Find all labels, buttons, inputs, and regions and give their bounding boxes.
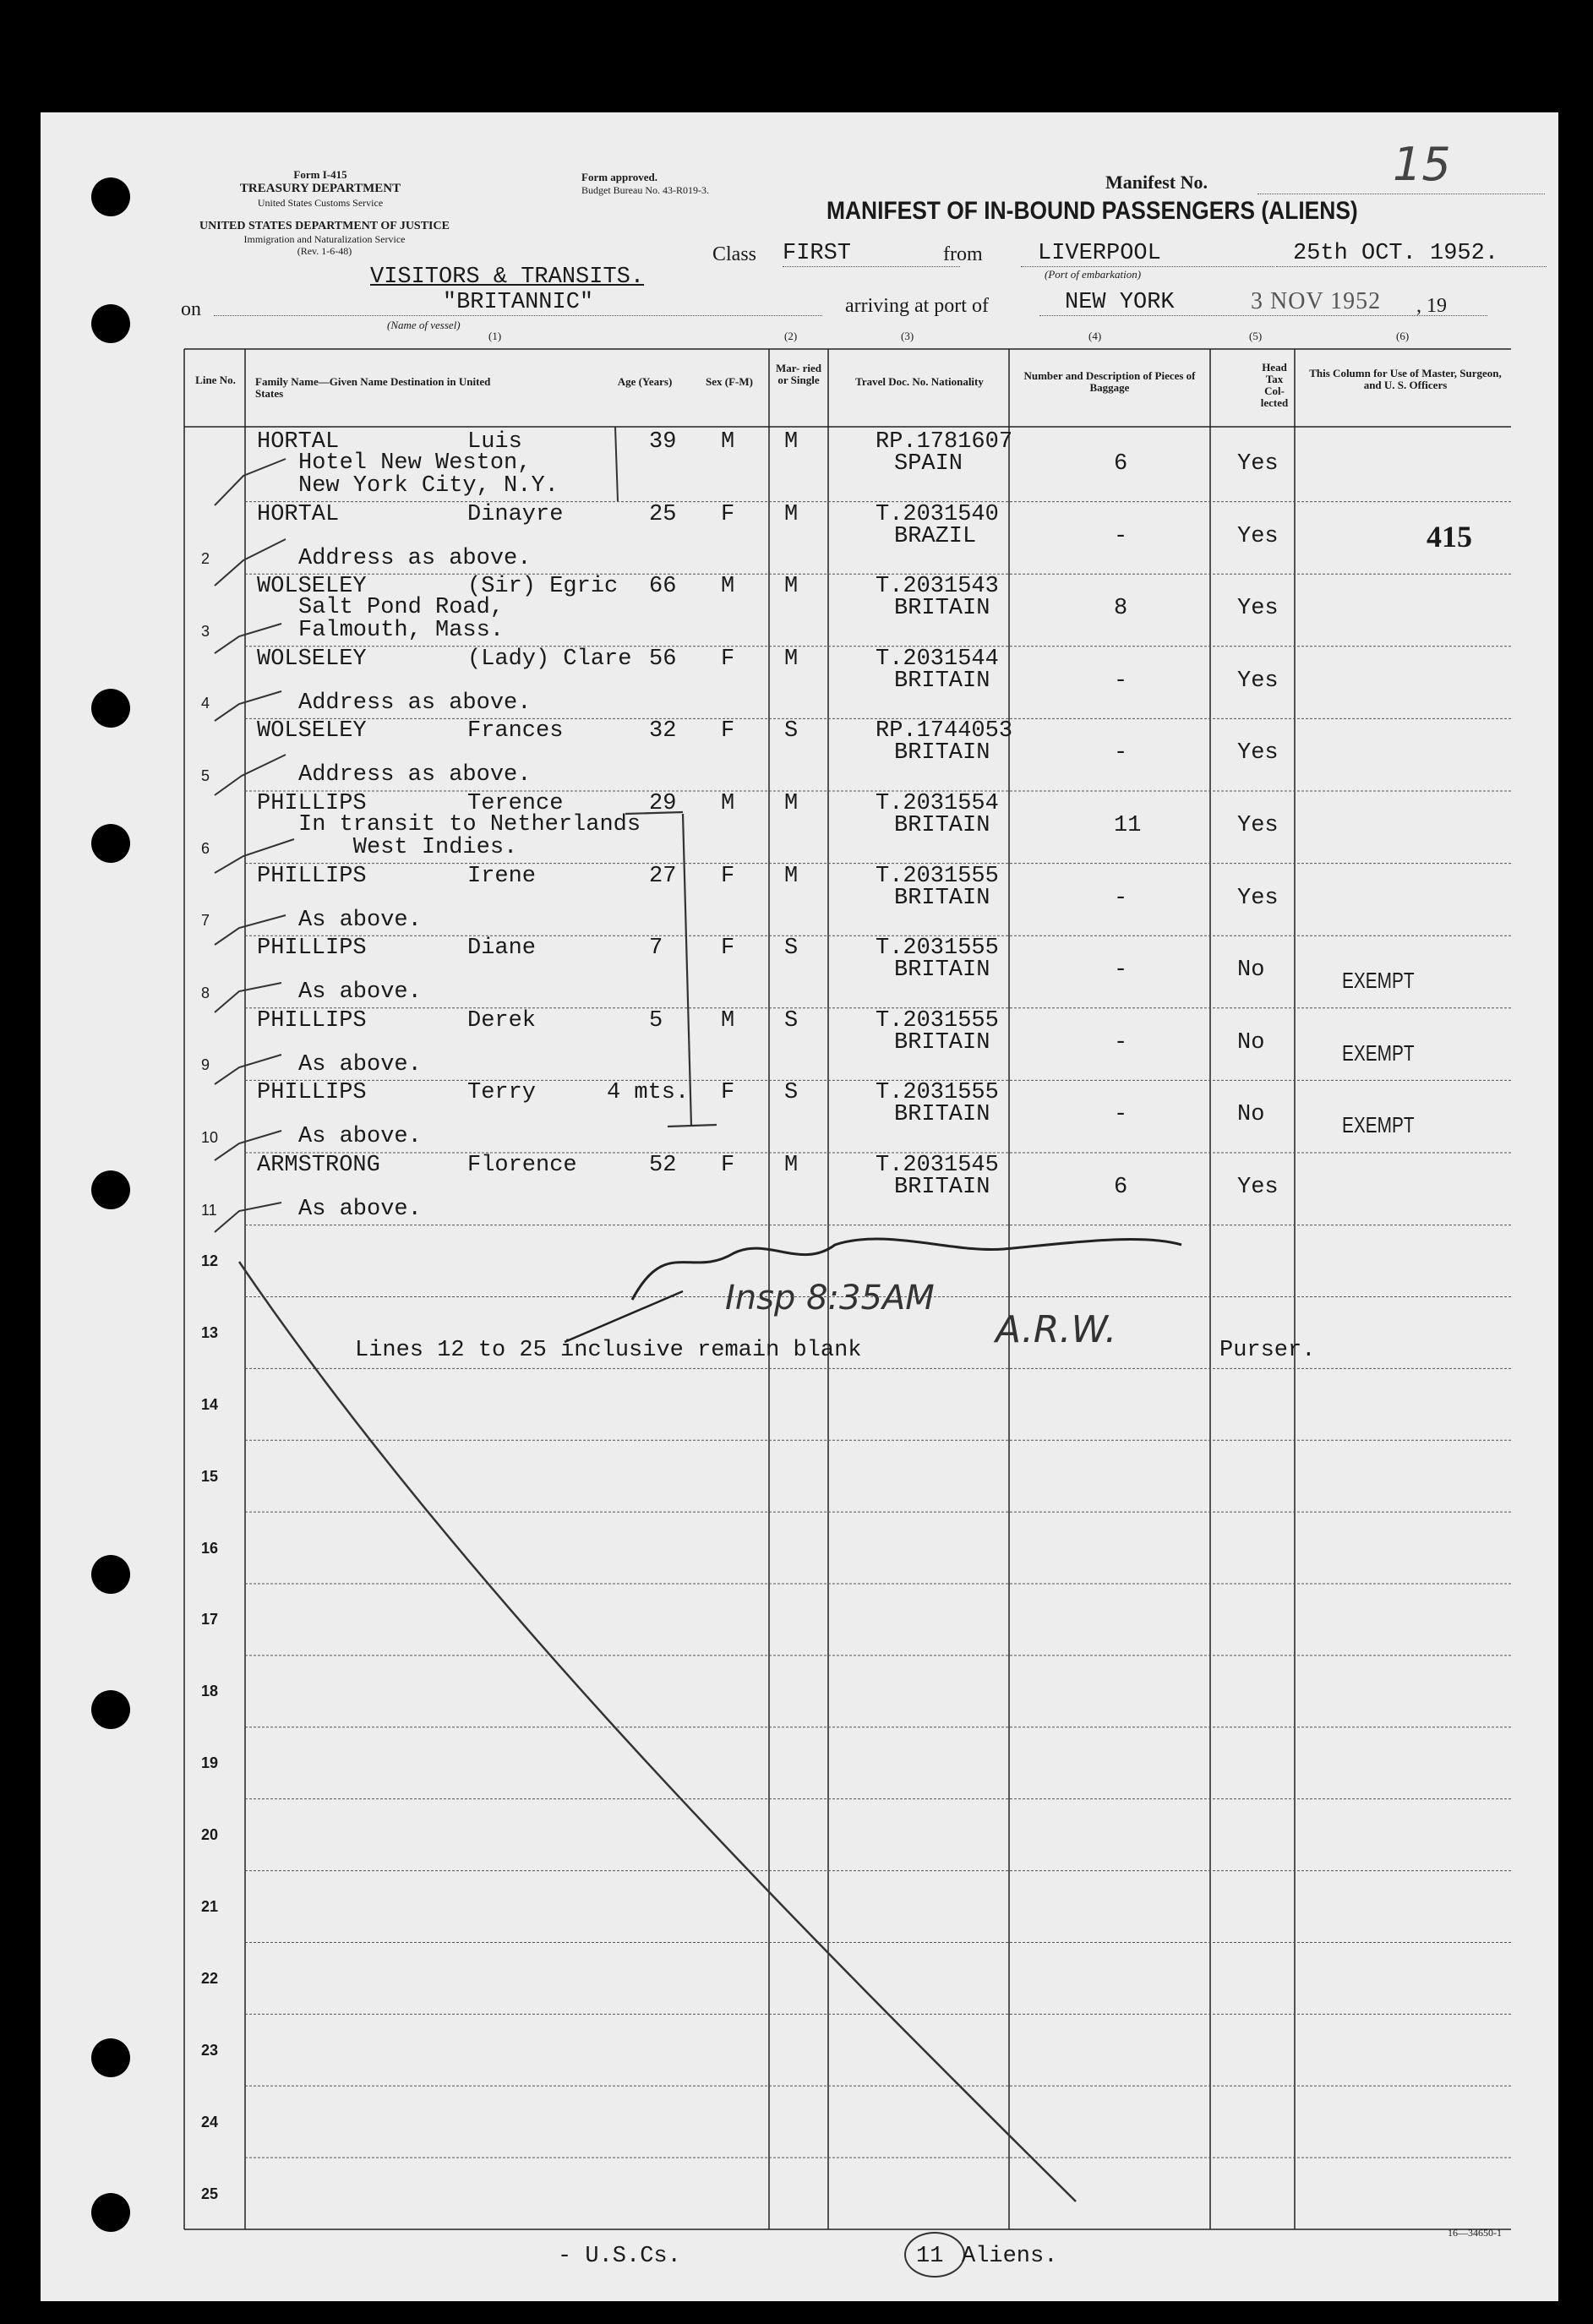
table-row xyxy=(41,429,1558,502)
family-name: WOLSELEY xyxy=(257,646,367,672)
given-name: Dinayre xyxy=(467,501,564,527)
line-number: 3 xyxy=(201,622,210,640)
baggage-count: - xyxy=(1114,1029,1128,1056)
family-name: HORTAL xyxy=(257,429,340,455)
destination-line-1: In transit to Netherlands xyxy=(298,812,641,837)
destination-line-2: Address as above. xyxy=(298,545,532,571)
arriving-label: arriving at port of xyxy=(845,295,989,317)
line-number: 7 xyxy=(201,912,210,930)
baggage-count: - xyxy=(1114,1102,1128,1128)
destination-line-2: Address as above. xyxy=(298,690,532,716)
age: 66 xyxy=(649,574,677,600)
col-num-4: (4) xyxy=(1088,330,1102,342)
baggage-count: - xyxy=(1114,668,1128,694)
destination-line-2: As above. xyxy=(298,1197,422,1222)
age: 4 mts. xyxy=(607,1080,690,1106)
nationality: BRITAIN xyxy=(894,813,990,838)
marital-status: M xyxy=(784,501,799,527)
given-name: Diane xyxy=(467,936,537,962)
col-num-6: (6) xyxy=(1396,330,1410,342)
nationality: BRITAIN xyxy=(894,885,990,911)
form-number: Form I-415 xyxy=(293,168,347,181)
destination-line-2: As above. xyxy=(298,1051,422,1077)
blank-line-number: 13 xyxy=(201,1323,219,1341)
blank-line-number: 24 xyxy=(201,2113,219,2130)
head-tax-status: No xyxy=(1237,1029,1265,1056)
class-value: FIRST xyxy=(783,241,960,267)
travel-doc-number: T.2031555 xyxy=(876,1080,999,1106)
marital-status: M xyxy=(784,863,799,889)
family-name: PHILLIPS xyxy=(257,1007,367,1034)
line-number: 2 xyxy=(201,550,210,568)
officer-note-exempt: EXEMPT xyxy=(1342,968,1415,994)
marital-status: S xyxy=(784,1080,799,1106)
punch-hole xyxy=(91,1170,130,1209)
line-number: 10 xyxy=(201,1128,219,1146)
table-row xyxy=(41,718,1558,791)
col-num-2: (2) xyxy=(784,330,798,342)
travel-doc-number: T.2031540 xyxy=(876,501,999,527)
table-row xyxy=(41,936,1558,1008)
sex: M xyxy=(721,1007,735,1034)
age: 56 xyxy=(649,646,677,672)
age: 39 xyxy=(649,429,677,455)
punch-hole xyxy=(91,1690,130,1729)
treasury-dept: TREASURY DEPARTMENT xyxy=(239,182,401,195)
footer-uscs: - U.S.Cs. xyxy=(558,2244,681,2269)
year-suffix: , 19 xyxy=(1416,295,1447,317)
aliens-count: 11 xyxy=(916,2244,944,2269)
head-tax-status: Yes xyxy=(1237,813,1279,838)
blank-line-number: 12 xyxy=(201,1252,219,1270)
blank-line-number: 18 xyxy=(201,1683,219,1700)
blank-line-number: 21 xyxy=(201,1898,219,1915)
family-name: PHILLIPS xyxy=(257,1080,367,1106)
blank-line-number: 14 xyxy=(201,1395,219,1413)
baggage-count: - xyxy=(1114,523,1128,549)
line-number: 11 xyxy=(201,1201,217,1219)
purser-label: Purser. xyxy=(1219,1338,1316,1363)
given-name: Terence xyxy=(467,791,564,816)
baggage-count: 11 xyxy=(1114,813,1142,838)
col-num-1: (1) xyxy=(488,330,502,342)
nationality: BRITAIN xyxy=(894,957,990,984)
col-num-3: (3) xyxy=(901,330,914,342)
blank-line-number: 17 xyxy=(201,1611,219,1628)
col-header-name: Family Name—Given Name Destination in United States xyxy=(255,375,491,400)
travel-doc-number: T.2031544 xyxy=(876,646,999,672)
manifest-page xyxy=(41,112,1558,2301)
col-header-line-no: Line No. xyxy=(195,374,236,386)
print-code: 16—34650-1 xyxy=(1448,2227,1502,2239)
destination-line-2: New York City, N.Y. xyxy=(298,473,559,499)
col-header-travel-doc: Travel Doc. No. Nationality xyxy=(855,375,984,388)
sex: M xyxy=(721,574,735,600)
aliens-label: Aliens. xyxy=(962,2244,1058,2269)
table-row xyxy=(41,864,1558,936)
nationality: BRITAIN xyxy=(894,1029,990,1056)
inspector-note: Insp 8:35AM xyxy=(725,1279,935,1317)
blank-line-number: 20 xyxy=(201,1826,219,1844)
head-tax-status: No xyxy=(1237,957,1265,984)
table-row xyxy=(41,646,1558,719)
travel-doc-number: T.2031555 xyxy=(876,936,999,962)
sex: F xyxy=(721,1080,735,1106)
baggage-count: 8 xyxy=(1114,596,1128,622)
col-header-age: Age (Years) xyxy=(617,375,673,388)
blank-line-number: 16 xyxy=(201,1539,219,1557)
punch-hole xyxy=(91,2193,130,2232)
blank-line-number: 22 xyxy=(201,1969,219,1987)
punch-hole xyxy=(91,1555,130,1594)
col-header-married: Mar- ried or Single xyxy=(775,362,822,386)
age: 5 xyxy=(649,1007,663,1034)
sex: M xyxy=(721,791,735,816)
age: 7 xyxy=(649,936,663,962)
line-number: 5 xyxy=(201,766,210,784)
travel-doc-number: T.2031543 xyxy=(876,574,999,600)
travel-doc-number: T.2031555 xyxy=(876,863,999,889)
class-label: Class xyxy=(712,243,757,265)
nationality: BRITAIN xyxy=(894,596,990,622)
head-tax-status: Yes xyxy=(1237,885,1279,911)
destination-line-1: Salt Pond Road, xyxy=(298,595,505,621)
line-number: 9 xyxy=(201,1056,210,1074)
travel-doc-number: RP.1744053 xyxy=(876,718,1013,745)
marital-status: S xyxy=(784,1007,799,1034)
baggage-count: 6 xyxy=(1114,1175,1128,1200)
marital-status: M xyxy=(784,791,799,816)
group-label: VISITORS & TRANSITS. xyxy=(370,265,645,290)
nationality: BRITAIN xyxy=(894,668,990,694)
given-name: Terry xyxy=(467,1080,537,1106)
punch-hole xyxy=(91,2038,130,2077)
manifest-no-handwritten: 15 xyxy=(1393,138,1451,191)
marital-status: M xyxy=(784,646,799,672)
vessel-name: "BRITANNIC" xyxy=(214,290,822,316)
nationality: BRITAIN xyxy=(894,740,990,766)
table-row xyxy=(41,791,1558,864)
marital-status: S xyxy=(784,718,799,745)
given-name: Irene xyxy=(467,863,537,889)
sex: M xyxy=(721,429,735,455)
head-tax-status: Yes xyxy=(1237,523,1279,549)
table-row xyxy=(41,1080,1558,1153)
blank-line-number: 23 xyxy=(201,2041,219,2059)
destination-line-2: Falmouth, Mass. xyxy=(298,618,505,644)
given-name: (Sir) Egric xyxy=(467,574,619,600)
sex: F xyxy=(721,1153,735,1178)
punch-hole xyxy=(91,177,130,216)
officer-note-exempt: EXEMPT xyxy=(1342,1039,1415,1066)
blank-line-number: 19 xyxy=(201,1754,219,1772)
marital-status: M xyxy=(784,1153,799,1178)
travel-doc-number: RP.1781607 xyxy=(876,429,1013,455)
head-tax-status: Yes xyxy=(1237,596,1279,622)
nationality: BRAZIL xyxy=(894,523,977,549)
age: 25 xyxy=(649,501,677,527)
family-name: WOLSELEY xyxy=(257,718,367,745)
baggage-count: - xyxy=(1114,885,1128,911)
from-label: from xyxy=(943,243,983,265)
destination-line-2: As above. xyxy=(298,907,422,933)
destination-line-2: As above. xyxy=(298,979,422,1006)
col-header-sex: Sex (F-M) xyxy=(706,375,753,388)
age: 29 xyxy=(649,791,677,816)
col-header-officers: This Column for Use of Master, Surgeon, and U. S. Officers xyxy=(1309,367,1502,391)
customs-service: United States Customs Service xyxy=(257,197,384,209)
form-approved: Form approved. xyxy=(581,171,658,183)
family-name: ARMSTRONG xyxy=(257,1153,380,1178)
sex: F xyxy=(721,646,735,672)
baggage-count: - xyxy=(1114,740,1128,766)
destination-line-2: Address as above. xyxy=(298,762,532,788)
punch-hole xyxy=(91,304,130,343)
col-header-baggage: Number and Description of Pieces of Baggage xyxy=(1023,369,1196,394)
family-name: HORTAL xyxy=(257,501,340,527)
family-name: PHILLIPS xyxy=(257,863,367,889)
marital-status: M xyxy=(784,574,799,600)
arrival-port: NEW YORK xyxy=(1039,290,1487,316)
table-row xyxy=(41,1008,1558,1081)
col-num-5: (5) xyxy=(1249,330,1263,342)
age: 27 xyxy=(649,863,677,889)
table-row xyxy=(41,502,1558,575)
marital-status: S xyxy=(784,936,799,962)
given-name: Florence xyxy=(467,1153,577,1178)
destination-line-2: West Indies. xyxy=(298,835,518,860)
budget-bureau: Budget Bureau No. 43-R019-3. xyxy=(581,184,709,196)
head-tax-status: Yes xyxy=(1237,451,1279,477)
age: 32 xyxy=(649,718,677,745)
given-name: Derek xyxy=(467,1007,537,1034)
family-name: WOLSELEY xyxy=(257,574,367,600)
port-embarkation: LIVERPOOL xyxy=(1021,241,1274,267)
sex: F xyxy=(721,863,735,889)
given-name: Luis xyxy=(467,429,522,455)
table-row xyxy=(41,574,1558,646)
revision: (Rev. 1-6-48) xyxy=(297,245,352,257)
line-number: 8 xyxy=(201,984,210,1001)
blank-line-number: 15 xyxy=(201,1467,219,1485)
punch-hole xyxy=(91,824,130,863)
destination-line-1: Hotel New Weston, xyxy=(298,450,532,476)
destination-line-2: As above. xyxy=(298,1124,422,1150)
blank-remark: Lines 12 to 25 inclusive remain blank xyxy=(355,1338,862,1363)
given-name: (Lady) Clare xyxy=(467,646,632,672)
punch-hole xyxy=(91,689,130,728)
travel-doc-number: T.2031554 xyxy=(876,791,999,816)
sex: F xyxy=(721,501,735,527)
baggage-count: - xyxy=(1114,957,1128,984)
line-number: 6 xyxy=(201,839,210,857)
nationality: SPAIN xyxy=(894,451,963,477)
line-number: 4 xyxy=(201,695,210,712)
sex: F xyxy=(721,718,735,745)
nationality: BRITAIN xyxy=(894,1175,990,1200)
ins-service: Immigration and Naturalization Service xyxy=(243,233,406,245)
family-name: PHILLIPS xyxy=(257,791,367,816)
justice-dept: UNITED STATES DEPARTMENT OF JUSTICE xyxy=(199,220,450,232)
head-tax-status: Yes xyxy=(1237,1175,1279,1200)
marital-status: M xyxy=(784,429,799,455)
arrival-stamp: 3 NOV 1952 xyxy=(1251,288,1382,314)
sex: F xyxy=(721,936,735,962)
baggage-count: 6 xyxy=(1114,451,1128,477)
age: 52 xyxy=(649,1153,677,1178)
vessel-caption: (Name of vessel) xyxy=(387,319,461,331)
officer-note-exempt: EXEMPT xyxy=(1342,1112,1415,1138)
family-name: PHILLIPS xyxy=(257,936,367,962)
port-embark-caption: (Port of embarkation) xyxy=(1045,268,1142,281)
purser-signature: A.R.W. xyxy=(996,1308,1117,1351)
head-tax-status: Yes xyxy=(1237,740,1279,766)
on-label: on xyxy=(181,298,201,320)
head-tax-status: Yes xyxy=(1237,668,1279,694)
given-name: Frances xyxy=(467,718,564,745)
officer-note: 415 xyxy=(1427,519,1472,554)
col-header-head-tax: Head Tax Col- lected xyxy=(1260,361,1289,409)
travel-doc-number: T.2031545 xyxy=(876,1153,999,1178)
blank-line-number: 25 xyxy=(201,2185,219,2202)
nationality: BRITAIN xyxy=(894,1102,990,1128)
page-title: MANIFEST OF IN-BOUND PASSENGERS (ALIENS) xyxy=(827,197,1358,225)
table-row xyxy=(41,1153,1558,1225)
manifest-no-label: Manifest No. xyxy=(1105,172,1208,193)
head-tax-status: No xyxy=(1237,1102,1265,1128)
travel-doc-number: T.2031555 xyxy=(876,1007,999,1034)
manifest-date: 25th OCT. 1952. xyxy=(1276,241,1547,267)
